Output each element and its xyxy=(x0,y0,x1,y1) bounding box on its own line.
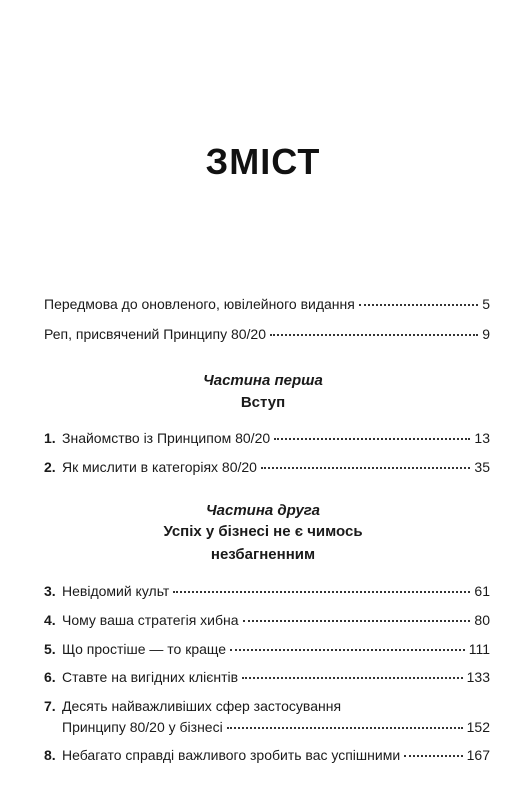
chapter-number: 7. xyxy=(44,698,56,714)
toc-entry-chapter-6[interactable] xyxy=(44,668,490,686)
toc-entry-rap[interactable] xyxy=(44,325,490,343)
toc-entry-foreword[interactable] xyxy=(44,295,490,313)
leader-dots xyxy=(261,467,470,469)
chapter-number: 5. xyxy=(44,641,56,657)
entry-page: 13 xyxy=(474,430,490,446)
entry-label: Невідомий культ xyxy=(62,583,170,599)
entry-page: 111 xyxy=(468,641,490,657)
entry-page: 133 xyxy=(466,669,490,685)
part-2-title-line1: Успіх у бізнесі не є чимось xyxy=(163,523,363,540)
entry-label: Чому ваша стратегія хибна xyxy=(62,612,239,628)
leader-dots xyxy=(404,755,463,757)
leader-dots xyxy=(274,438,470,440)
toc-entry-chapter-2[interactable] xyxy=(44,458,490,476)
entry-label: Передмова до оновленого, ювілейного видання xyxy=(44,296,355,312)
leader-dots xyxy=(230,649,465,651)
chapter-number: 8. xyxy=(44,747,56,763)
entry-page: 80 xyxy=(474,612,490,628)
entry-label: Небагато справді важливого зробить вас успішними xyxy=(62,747,401,763)
entry-page: 61 xyxy=(474,583,490,599)
toc-entry-chapter-4[interactable] xyxy=(44,611,490,629)
entry-label: Ставте на вигідних клієнтів xyxy=(62,669,239,685)
leader-dots xyxy=(270,334,478,336)
chapter-number: 6. xyxy=(44,669,56,685)
toc-entry-chapter-7[interactable] xyxy=(44,718,490,736)
page-title: ЗМІСТ xyxy=(205,141,321,182)
toc-entry-chapter-3[interactable] xyxy=(44,582,490,600)
chapter-number: 4. xyxy=(44,612,56,628)
part-1-title: Вступ xyxy=(240,394,286,411)
toc-entry-chapter-1[interactable] xyxy=(44,429,490,447)
entry-label: Реп, присвячений Принципу 80/20 xyxy=(44,326,267,342)
leader-dots xyxy=(359,304,478,306)
entry-label: Що простіше — то краще xyxy=(62,641,227,657)
entry-label: Принципу 80/20 у бізнесі xyxy=(62,719,223,735)
leader-dots xyxy=(243,620,471,622)
entry-label-line1: Десять найважливіших сфер застосування xyxy=(62,698,342,714)
leader-dots xyxy=(173,591,470,593)
entry-page: 35 xyxy=(474,459,490,475)
entry-page: 167 xyxy=(466,747,490,763)
chapter-number: 1. xyxy=(44,430,56,446)
toc-entry-chapter-5[interactable] xyxy=(44,640,490,658)
entry-label: Як мислити в категоріях 80/20 xyxy=(62,459,257,475)
entry-label: Знайомство із Принципом 80/20 xyxy=(62,430,271,446)
part-2-title-line2: незбагненним xyxy=(210,546,316,563)
entry-page: 5 xyxy=(482,296,490,312)
part-1-label: Частина перша xyxy=(203,372,323,389)
chapter-number: 2. xyxy=(44,459,56,475)
part-2-label: Частина друга xyxy=(206,502,320,519)
entry-page: 152 xyxy=(466,719,490,735)
toc-entry-chapter-8[interactable] xyxy=(44,746,490,764)
leader-dots xyxy=(242,677,463,679)
leader-dots xyxy=(227,727,463,729)
chapter-number: 3. xyxy=(44,583,56,599)
entry-page: 9 xyxy=(482,326,490,342)
